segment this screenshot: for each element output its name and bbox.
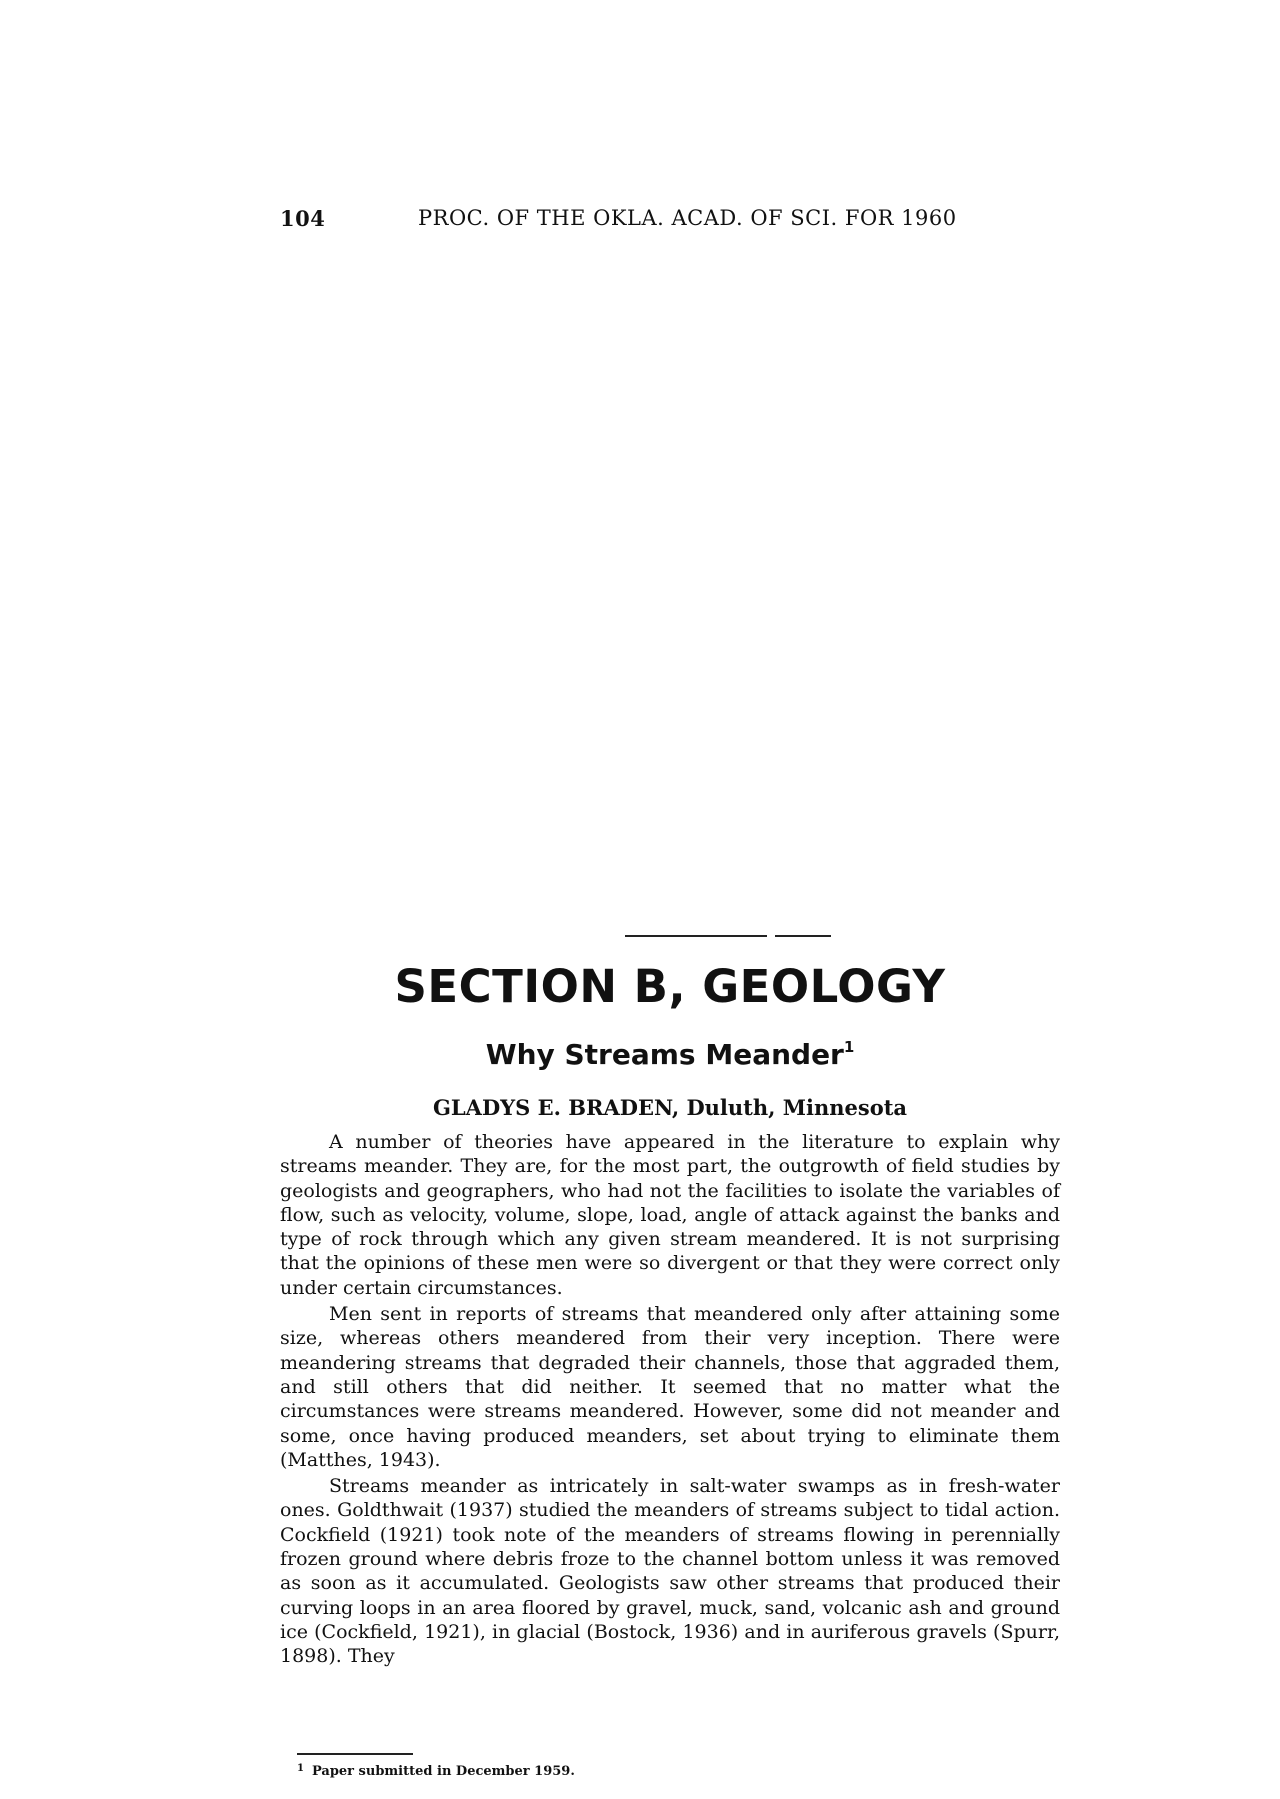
footnote-text: Paper submitted in December 1959. bbox=[311, 1764, 575, 1779]
running-head bbox=[280, 206, 1060, 240]
section-divider-rule bbox=[625, 935, 767, 937]
body-paragraph: Men sent in reports of streams that meandered only after attaining some size, whereas others meandered from their very inception. There were meandering streams that degraded their channels, those that aggraded them, and still others that did neither. It seemed that no matter what the circumstances were streams meandered. However, some did not meander and some, once having produced meanders, set about trying to eliminate them (Matthes, 1943). bbox=[280, 1303, 1060, 1471]
article-body bbox=[280, 1130, 1060, 1671]
section-title: SECTION B, GEOLOGY bbox=[394, 960, 946, 1013]
journal-title: PROC. OF THE OKLA. ACAD. OF SCI. FOR 1960 bbox=[418, 206, 957, 230]
article-title-block bbox=[280, 1038, 1060, 1071]
footnote bbox=[297, 1763, 575, 1779]
footnote-number: 1 bbox=[297, 1763, 304, 1774]
body-paragraph: Streams meander as intricately in salt-water swamps as in fresh-water ones. Goldthwait (1937) studied the meanders of streams subject to tidal action. Cockfield (1921) took note of the meanders of streams flowing in perennially frozen ground where debris froze to the channel bottom unless it was removed as soon as it accumulated. Geologists saw other streams that produced their curving loops in an area floored by gravel, muck, sand, volcanic ash and ground ice (Cockfield, 1921), in glacial (Bostock, 1936) and in auriferous gravels (Spurr, 1898). They bbox=[280, 1475, 1060, 1668]
article-title: Why Streams Meander bbox=[485, 1038, 844, 1071]
body-paragraph: A number of theories have appeared in the literature to explain why streams meander. They are, for the most part, the outgrowth of field studies by geologists and geographers, who had not the facilities to isolate the variables of flow, such as velocity, volume, slope, load, angle of attack against the banks and type of rock through which any given stream meandered. It is not surprising that the opinions of these men were so divergent or that they were correct only under certain circumstances. bbox=[280, 1131, 1060, 1299]
page-number: 104 bbox=[280, 206, 326, 231]
author-byline: GLADYS E. BRADEN, Duluth, Minnesota bbox=[432, 1095, 908, 1120]
section-divider-rule bbox=[775, 935, 831, 937]
footnote-rule bbox=[297, 1753, 413, 1755]
footnote-marker: 1 bbox=[843, 1038, 855, 1056]
